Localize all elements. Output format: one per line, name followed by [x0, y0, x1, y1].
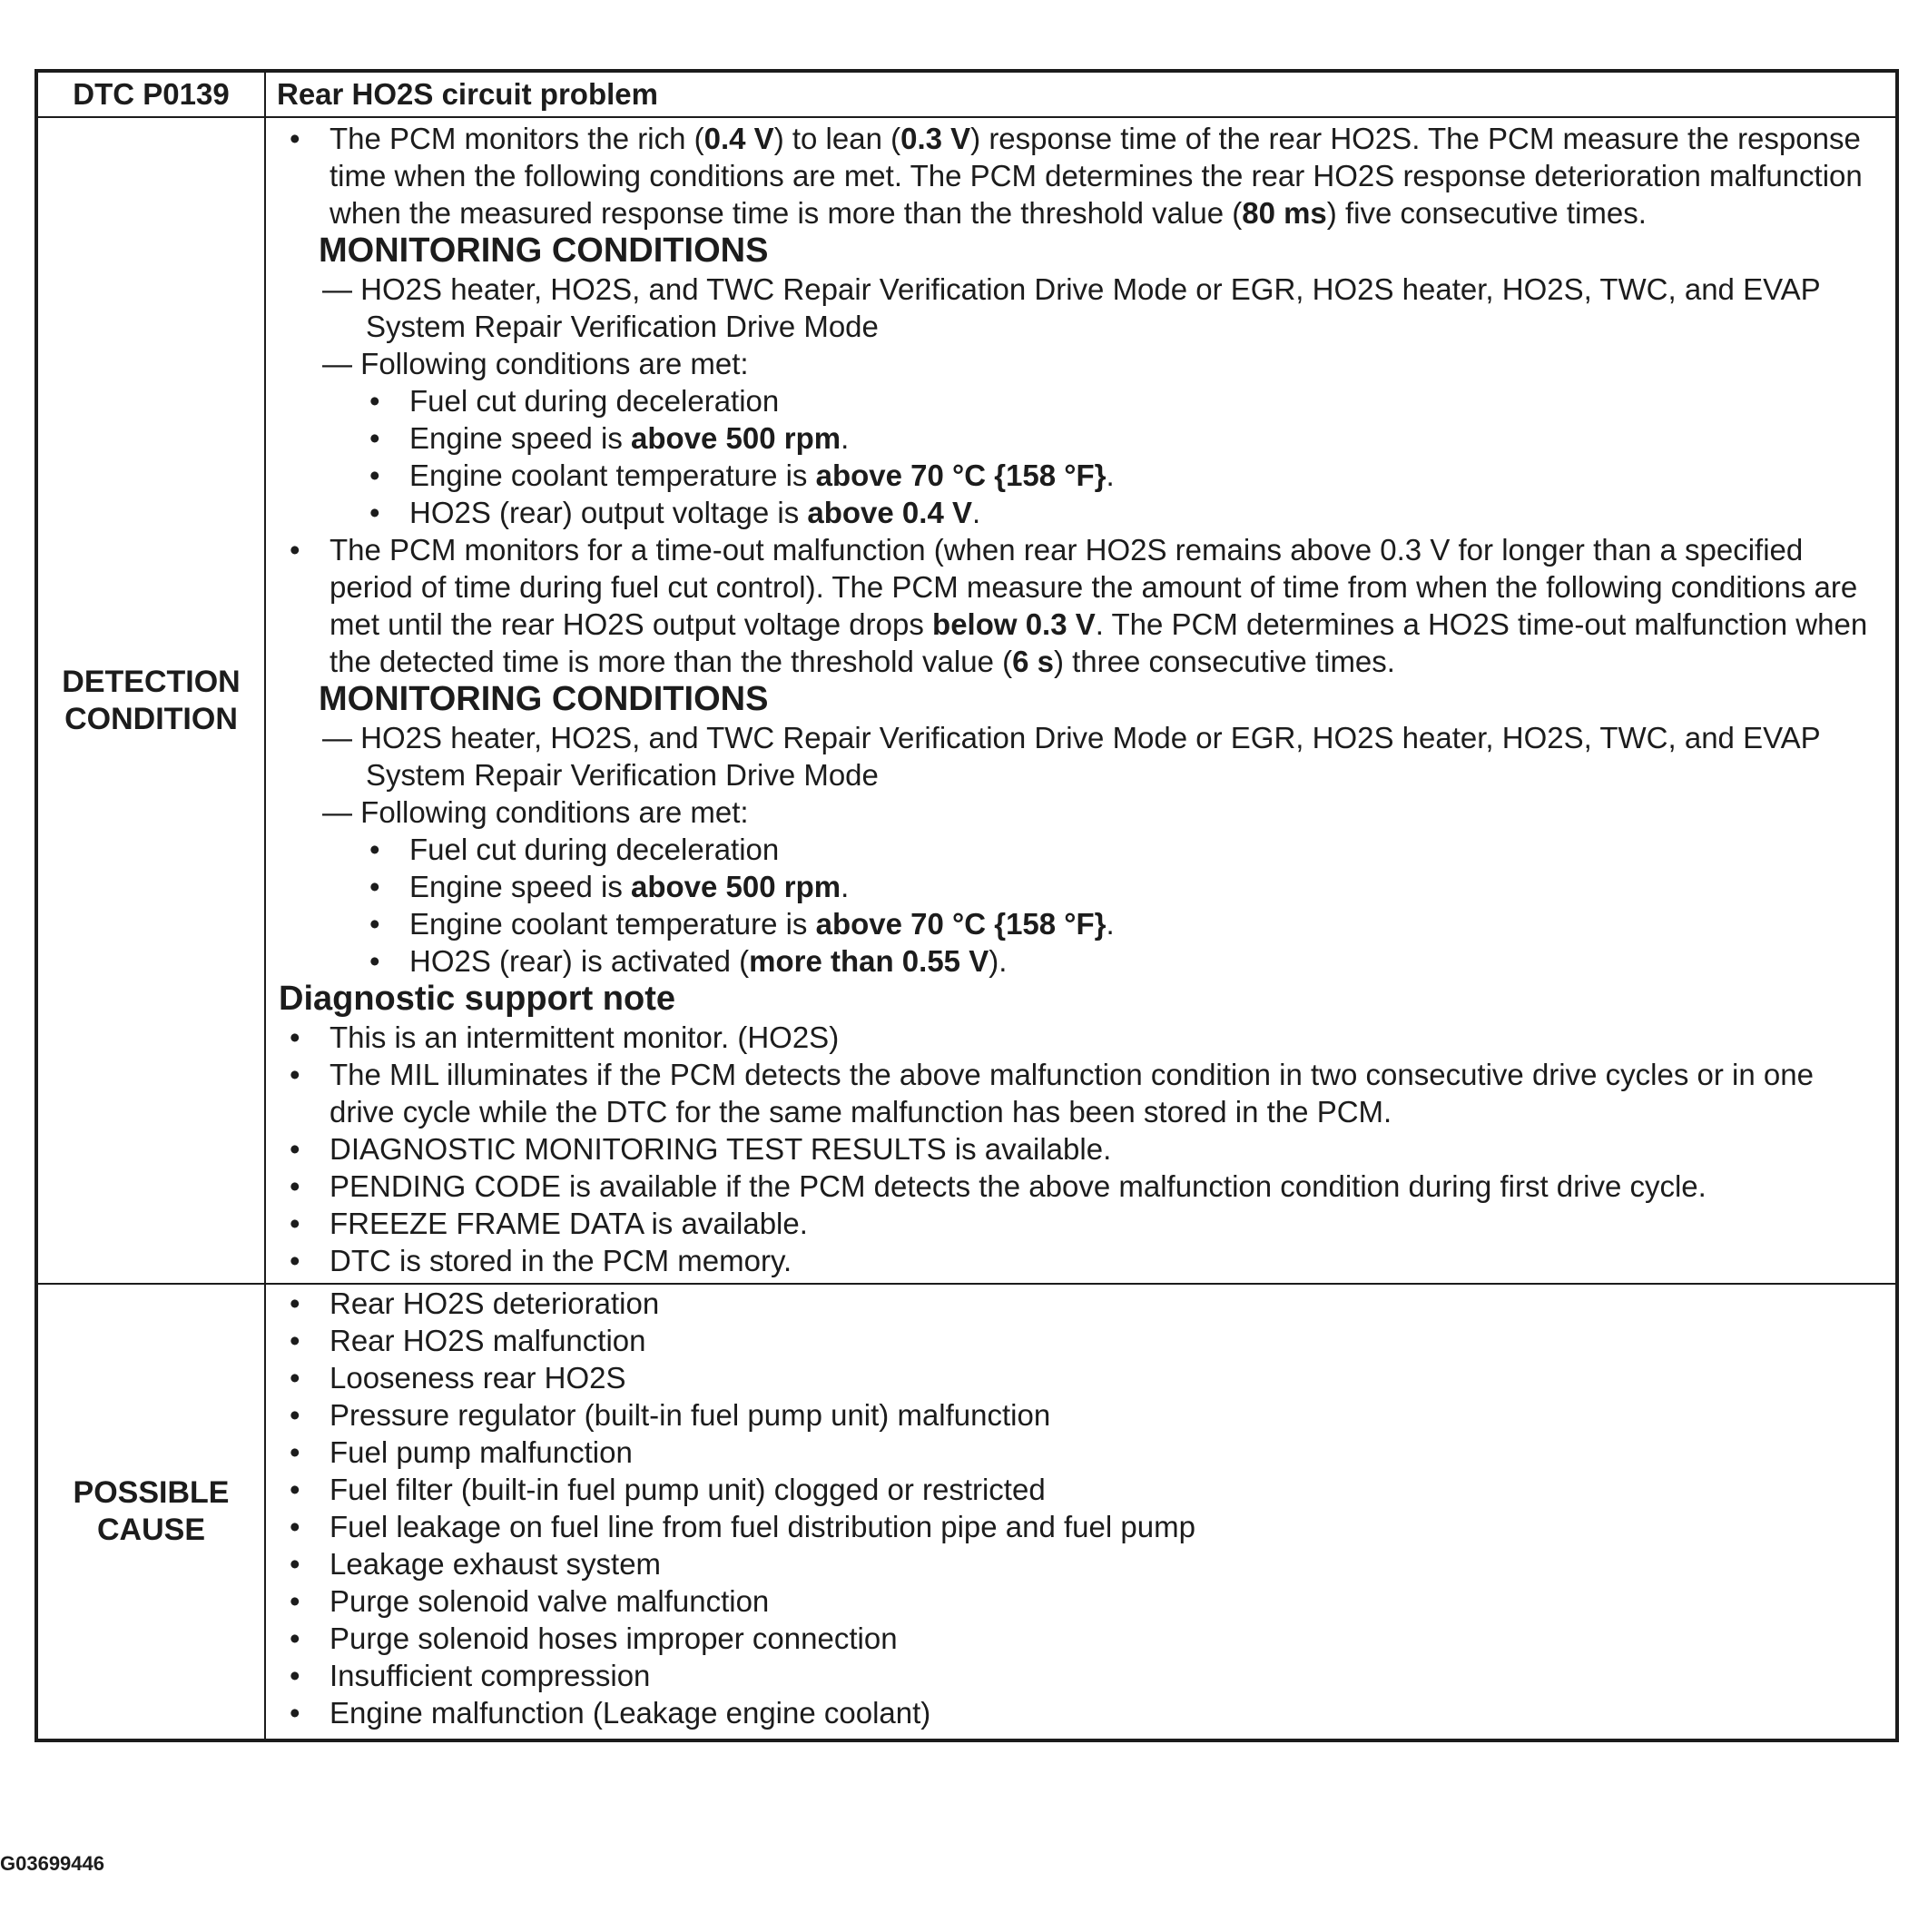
- detection-paragraph-2: [279, 531, 1884, 680]
- cause-item: • Leakage exhaust system: [279, 1545, 1884, 1582]
- text: .: [841, 421, 850, 455]
- detection-label-line1: DETECTION: [62, 664, 241, 699]
- text: ).: [989, 944, 1008, 978]
- text: Engine coolant temperature is: [409, 458, 816, 492]
- monitoring-conditions-heading-1: MONITORING CONDITIONS: [319, 232, 769, 270]
- text: Engine speed is: [409, 421, 632, 455]
- dtc-title: Rear HO2S circuit problem: [265, 71, 1897, 117]
- monitoring-dash-item: — HO2S heater, HO2S, and TWC Repair Verification Drive Mode or EGR, HO2S heater, HO2S, TWC, and EVAP System Repair Verification Drive Mode: [322, 721, 1821, 792]
- text: ) to lean (: [773, 122, 901, 155]
- bold-value: above 500 rpm: [631, 421, 841, 455]
- diagnostic-note-item: • PENDING CODE is available if the PCM detects the above malfunction condition during first drive cycle.: [279, 1168, 1884, 1205]
- cause-item: • Rear HO2S deterioration: [279, 1285, 1884, 1322]
- detection-label: [36, 117, 265, 1284]
- text: Engine coolant temperature is: [409, 907, 816, 941]
- diagnostic-note-item: • The MIL illuminates if the PCM detects the above malfunction condition in two consecutive drive cycles or in one drive cycle while the DTC for the same malfunction has been stored in the PCM.: [279, 1056, 1884, 1130]
- cause-item: • Fuel pump malfunction: [279, 1434, 1884, 1471]
- text: ) five consecutive times.: [1326, 196, 1647, 230]
- bold-value: 6 s: [1012, 645, 1054, 678]
- dtc-table: [34, 69, 1899, 1742]
- diagnostic-note-item: • DTC is stored in the PCM memory.: [279, 1242, 1884, 1279]
- condition-item: [279, 905, 1884, 942]
- monitoring-dash-item: — Following conditions are met:: [322, 795, 749, 829]
- text: HO2S (rear) output voltage is: [409, 496, 808, 529]
- bold-value: above 70 °C {158 °F}: [815, 458, 1107, 492]
- detection-content: [265, 117, 1897, 1284]
- condition-item: • Fuel cut during deceleration: [279, 831, 1884, 868]
- detection-paragraph-1: [279, 120, 1884, 232]
- bold-value: 80 ms: [1242, 196, 1327, 230]
- condition-item: [279, 419, 1884, 457]
- text: ) three consecutive times.: [1053, 645, 1395, 678]
- figure-id: G03699446: [0, 1852, 104, 1875]
- monitoring-dash-item: — HO2S heater, HO2S, and TWC Repair Verification Drive Mode or EGR, HO2S heater, HO2S, TWC, and EVAP System Repair Verification Drive Mode: [322, 272, 1821, 343]
- diagnostic-note-item: • This is an intermittent monitor. (HO2S): [279, 1019, 1884, 1056]
- text: HO2S (rear) is activated (: [409, 944, 750, 978]
- possible-cause-label: [36, 1284, 265, 1740]
- bold-value: above 500 rpm: [631, 870, 841, 903]
- diagnostic-support-heading: Diagnostic support note: [279, 980, 675, 1018]
- text: The PCM monitors for a time-out malfunction (when rear HO2S remains above 0.3 V for longer than a specified period of time during fuel cut control). The PCM measure the amount of time from when the following conditions are met until the rear HO2S output voltage drops: [330, 533, 1858, 641]
- text: Engine speed is: [409, 870, 632, 903]
- monitoring-conditions-heading-2: MONITORING CONDITIONS: [319, 680, 769, 718]
- possible-cause-content: [265, 1284, 1897, 1740]
- detection-row: [36, 117, 1897, 1284]
- bold-value: 0.3 V: [900, 122, 971, 155]
- bold-value: above 0.4 V: [807, 496, 972, 529]
- condition-item: [279, 868, 1884, 905]
- detection-label-line2: CONDITION: [64, 701, 238, 736]
- text: .: [971, 496, 981, 529]
- text: The PCM monitors the rich (: [330, 122, 704, 155]
- text: .: [1106, 907, 1115, 941]
- possible-cause-label-line2: CAUSE: [96, 1513, 206, 1547]
- bold-value: below 0.3 V: [932, 607, 1096, 641]
- cause-item: • Purge solenoid valve malfunction: [279, 1582, 1884, 1620]
- diagnostic-note-item: • DIAGNOSTIC MONITORING TEST RESULTS is available.: [279, 1130, 1884, 1168]
- condition-item: [279, 457, 1884, 494]
- dtc-code: DTC P0139: [36, 71, 265, 117]
- possible-cause-row: [36, 1284, 1897, 1740]
- text: .: [841, 870, 850, 903]
- bold-value: above 70 °C {158 °F}: [815, 907, 1107, 941]
- cause-item: • Fuel filter (built-in fuel pump unit) clogged or restricted: [279, 1471, 1884, 1508]
- cause-item: • Fuel leakage on fuel line from fuel distribution pipe and fuel pump: [279, 1508, 1884, 1545]
- text: . The PCM determines a HO2S time-out malfunction when the detected time is more than the threshold value (: [330, 607, 1868, 678]
- header-row: [36, 71, 1897, 117]
- cause-item: • Rear HO2S malfunction: [279, 1322, 1884, 1359]
- bold-value: more than 0.55 V: [749, 944, 989, 978]
- condition-item: [279, 942, 1884, 980]
- condition-item: • Fuel cut during deceleration: [279, 382, 1884, 419]
- text: ) response time of the rear HO2S. The PCM measure the response time when the following conditions are met. The PCM determines the rear HO2S response deterioration malfunction when the measured response time is more than the threshold value (: [330, 122, 1863, 230]
- cause-item: • Looseness rear HO2S: [279, 1359, 1884, 1396]
- cause-item: • Pressure regulator (built-in fuel pump unit) malfunction: [279, 1396, 1884, 1434]
- cause-item: • Insufficient compression: [279, 1657, 1884, 1694]
- cause-item: • Engine malfunction (Leakage engine coolant): [279, 1694, 1884, 1731]
- possible-cause-label-line1: POSSIBLE: [73, 1475, 230, 1510]
- diagnostic-note-item: • FREEZE FRAME DATA is available.: [279, 1205, 1884, 1242]
- cause-item: • Purge solenoid hoses improper connection: [279, 1620, 1884, 1657]
- text: .: [1106, 458, 1115, 492]
- monitoring-dash-item: — Following conditions are met:: [322, 347, 749, 380]
- condition-item: [279, 494, 1884, 531]
- bold-value: 0.4 V: [703, 122, 774, 155]
